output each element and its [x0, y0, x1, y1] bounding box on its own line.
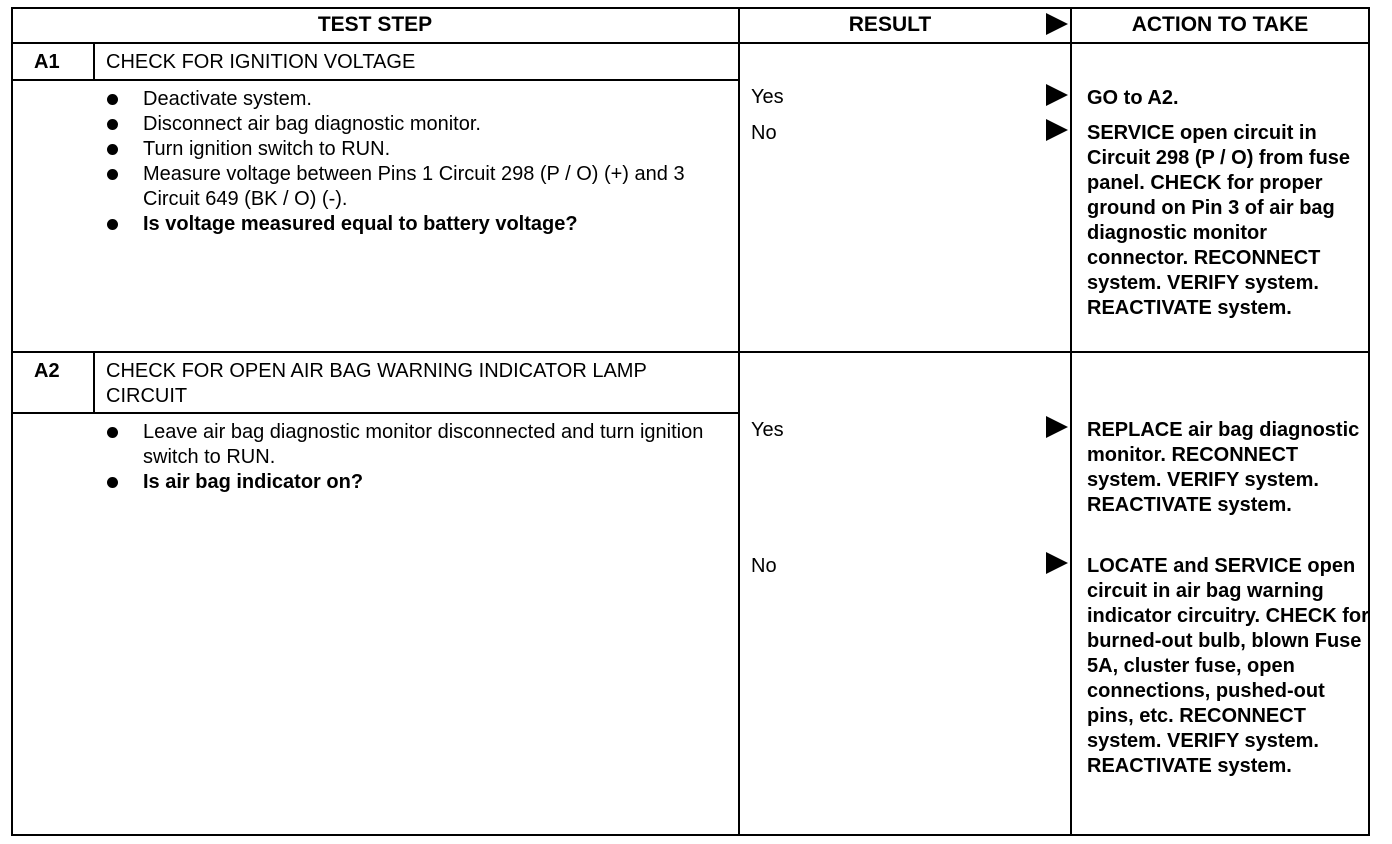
- result-yes-a1: Yes: [751, 86, 784, 108]
- header-divider: [12, 42, 1370, 44]
- bullet-item: Turn ignition switch to RUN.: [107, 137, 707, 162]
- step-id-a2: A2: [34, 360, 60, 382]
- a1-title-divider: [12, 79, 738, 81]
- bullet-question: Is air bag indicator on?: [107, 470, 707, 495]
- row-divider: [12, 351, 1370, 353]
- result-column-divider: [738, 7, 740, 836]
- bullet-item: Measure voltage between Pins 1 Circuit 298 (P / O) (+) and 3 Circuit 649 (BK / O) (-).: [107, 162, 707, 212]
- result-yes-a2: Yes: [751, 419, 784, 441]
- step-id-divider-a2: [93, 351, 95, 414]
- header-arrow-icon: [1046, 13, 1068, 35]
- step-id-divider-a1: [93, 42, 95, 81]
- bullet-question: Is voltage measured equal to battery voltage?: [107, 212, 707, 237]
- result-arrow-icon: [1046, 416, 1068, 438]
- step-reference: A2: [1147, 87, 1173, 109]
- bullet-item: Disconnect air bag diagnostic monitor.: [107, 112, 707, 137]
- result-arrow-icon: [1046, 84, 1068, 106]
- result-arrow-icon: [1046, 119, 1068, 141]
- step-id-a1: A1: [34, 51, 60, 73]
- action-yes-a1: [1087, 86, 1369, 111]
- table-border-left: [11, 7, 13, 836]
- header-action: ACTION TO TAKE: [1131, 13, 1309, 36]
- bullet-item: Deactivate system.: [107, 87, 707, 112]
- action-no-a2: LOCATE and SERVICE open circuit in air bag warning indicator circuitry. CHECK for burned-out bulb, blown Fuse 5A, cluster fuse, open connections, pushed-out pins, etc. RECONNECT system. VERIFY system. REACTIVATE system.: [1087, 555, 1369, 777]
- result-arrow-icon: [1046, 552, 1068, 574]
- action-text: .: [1172, 87, 1179, 109]
- a2-title-divider: [12, 412, 738, 414]
- step-title-a2: CHECK FOR OPEN AIR BAG WARNING INDICATOR LAMP CIRCUIT: [106, 360, 647, 407]
- action-no-a1: SERVICE open circuit in Circuit 298 (P / O) from fuse panel. CHECK for proper ground on Pin 3 of air bag diagnostic monitor connector. RECONNECT system. VERIFY system. REACTIVATE system.: [1087, 122, 1351, 319]
- step-bullets-a1: [107, 87, 707, 237]
- step-title-a1: CHECK FOR IGNITION VOLTAGE: [106, 51, 416, 73]
- header-test-step: TEST STEP: [317, 13, 433, 36]
- step-bullets-a2: [107, 420, 707, 495]
- action-column-divider: [1070, 7, 1072, 836]
- result-no-a1: No: [751, 122, 777, 144]
- table-border-bottom: [12, 834, 1370, 836]
- bullet-item: Leave air bag diagnostic monitor disconnected and turn ignition switch to RUN.: [107, 420, 707, 470]
- action-yes-a2: REPLACE air bag diagnostic monitor. RECONNECT system. VERIFY system. REACTIVATE system.: [1087, 419, 1360, 516]
- action-text: GO to: [1087, 87, 1148, 109]
- result-no-a2: No: [751, 555, 777, 577]
- header-result: RESULT: [848, 13, 932, 36]
